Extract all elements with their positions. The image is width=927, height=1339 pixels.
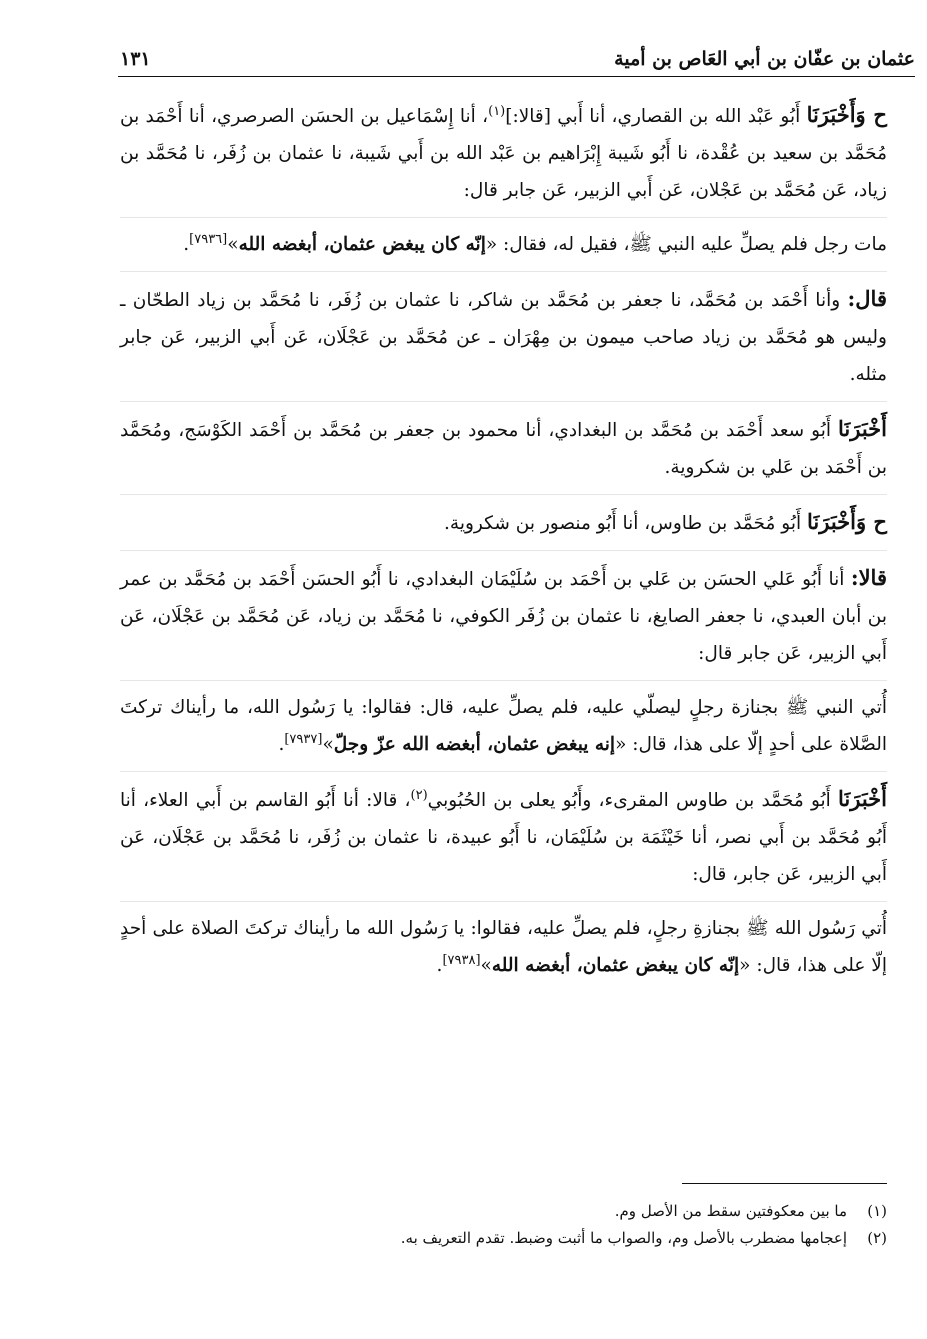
- paragraph-7: [120, 680, 887, 763]
- paragraph-text: .: [183, 234, 190, 255]
- paragraph-text: أَبُو سعد أَحْمَد بن مُحَمَّد بن البغدادي، أنا محمود بن جعفر بن مُحَمَّد بن أَحْمَد الكَوْسَج، ومُحَمَّد بن أَحْمَد بن عَلي بن شكروية.: [120, 420, 887, 478]
- paragraph-text: ، أنا إِسْمَاعيل بن الحسَن الصرصري، أنا أَحْمَد بن مُحَمَّد بن سعيد بن عُقْدة، نا أَبُو شَيبة إِبْرَاهيم بن عَبْد الله بن أَبي شَيبة، نا عثمان بن زُفَر، نا مُحَمَّد بن زياد، عَن مُحَمَّد بن عَجْلان، عَن أَبي الزبير، عَن جابر قال:: [120, 106, 887, 201]
- footnote-ref[interactable]: (١): [488, 103, 506, 119]
- main-text: [120, 96, 887, 992]
- paragraph-text: أَبُو مُحَمَّد بن طاوس، أنا أَبُو منصور بن شكروية.: [444, 513, 807, 534]
- page-number: ١٣١: [120, 48, 151, 70]
- paragraph-text: أُتي رَسُول الله ﷺ بجنازةِ رجلٍ، فلم يصلِّ عليه، فقالوا: يا رَسُول الله ما رأيناك تركتَ الصلاة على أحدٍ إلّا على هذا، قال: «: [120, 918, 887, 976]
- header-title: عثمان بن عفّان بن أبي العَاص بن أمية: [614, 48, 915, 70]
- hadith-number: [٧٩٣٨]: [442, 952, 481, 968]
- paragraph-text: ، قالا: أنا أَبُو القاسم بن أَبي العلاء، أنا أَبُو مُحَمَّد بن أَبي نصر، أنا خَيْثَمَة بن سُلَيْمَان، نا أَبُو عبيدة، نا عثمان بن زُفَر، نا مُحَمَّد بن عَجْلَان، عَن أَبي الزبير، عَن جابر، قال:: [120, 790, 887, 885]
- paragraph-text: مات رجل فلم يصلِّ عليه النبي ﷺ، فقيل له، فقال: «: [485, 234, 887, 255]
- hadith-number: [٧٩٣٦]: [189, 231, 228, 247]
- running-header: [118, 40, 915, 77]
- paragraph-lead: أَخْبَرَنَا: [838, 786, 887, 811]
- footnote-text: ما بين معكوفتين سقط من الأصل وم.: [614, 1202, 847, 1220]
- paragraph-text: أَبُو مُحَمَّد بن طاوس المقرىء، وأَبُو يعلى بن الحُبُوبي: [427, 790, 838, 811]
- footnote-number: (١): [867, 1202, 887, 1220]
- footnote-ref[interactable]: (٢): [410, 787, 428, 803]
- paragraph-2: [120, 217, 887, 263]
- paragraph-text: .: [436, 955, 443, 976]
- paragraph-text: »: [227, 234, 239, 255]
- paragraph-lead: ح وَأَخْبَرَنَا: [807, 509, 887, 534]
- paragraph-text: أنا أَبُو عَلي الحسَن بن عَلي بن أَحْمَد بن سُلَيْمَان البغدادي، نا أَبُو الحسَن أَحْمَد بن مُحَمَّد بن عمر بن أبان العبدي، نا جعفر الصايغ، نا عثمان بن زُفَر الكوفي، نا مُحَمَّد بن زياد، عَن مُحَمَّد بن عَجْلَان، عَن أَبي الزبير، عَن جابر قال:: [120, 569, 887, 664]
- paragraph-text: .: [278, 734, 285, 755]
- hadith-number: [٧٩٣٧]: [284, 731, 323, 747]
- paragraph-text: أُتي النبي ﷺ بجنازة رجلٍ ليصلّي عليه، فلم يصلِّ عليه، قال: فقالوا: يا رَسُول الله، ما رأيناك تركتَ الصَّلاة على أحدٍ إلّا على هذا، قال: «: [120, 697, 887, 755]
- paragraph-5: [120, 494, 887, 542]
- paragraph-9: [120, 901, 887, 984]
- hadith-quote: إنه يبغض عثمان، أبغضه الله عزّ وجلّ: [333, 734, 616, 755]
- footnote-1: [120, 1198, 887, 1225]
- paragraph-3: [120, 271, 887, 393]
- hadith-quote: إنّه كان يبغض عثمان، أبغضه الله: [238, 234, 486, 255]
- footnotes: [120, 1198, 887, 1252]
- hadith-quote: إنّه كان يبغض عثمان، أبغضه الله: [491, 955, 740, 976]
- paragraph-1: [120, 96, 887, 209]
- paragraph-lead: أَخْبَرَنَا: [838, 416, 887, 441]
- footnote-text: إعجامها مضطرب بالأصل وم، والصواب ما أثبت وضبط. تقدم التعريف به.: [400, 1229, 847, 1247]
- paragraph-6: [120, 550, 887, 672]
- paragraph-lead: قالا:: [850, 565, 887, 590]
- paragraph-text: وأنا أَحْمَد بن مُحَمَّد، نا جعفر بن مُحَمَّد بن شاكر، نا عثمان بن زُفَر، نا مُحَمَّد بن زياد الطحّان ـ وليس هو مُحَمَّد بن زياد صاحب ميمون بن مِهْرَان ـ عن مُحَمَّد بن عَجْلَان، عَن أَبي الزبير، عَن جابر مثله.: [120, 290, 887, 385]
- paragraph-text: »: [480, 955, 492, 976]
- paragraph-text: أَبُو عَبْد الله بن القصاري، أنا أَبي [قالا:]: [505, 106, 807, 127]
- footnote-divider: [682, 1183, 887, 1184]
- paragraph-text: »: [322, 734, 334, 755]
- paragraph-4: [120, 401, 887, 486]
- footnote-2: [120, 1225, 887, 1252]
- paragraph-lead: قال:: [847, 286, 887, 311]
- footnote-number: (٢): [867, 1229, 887, 1247]
- paragraph-lead: ح وَأَخْبَرَنَا: [806, 102, 887, 127]
- paragraph-8: [120, 771, 887, 893]
